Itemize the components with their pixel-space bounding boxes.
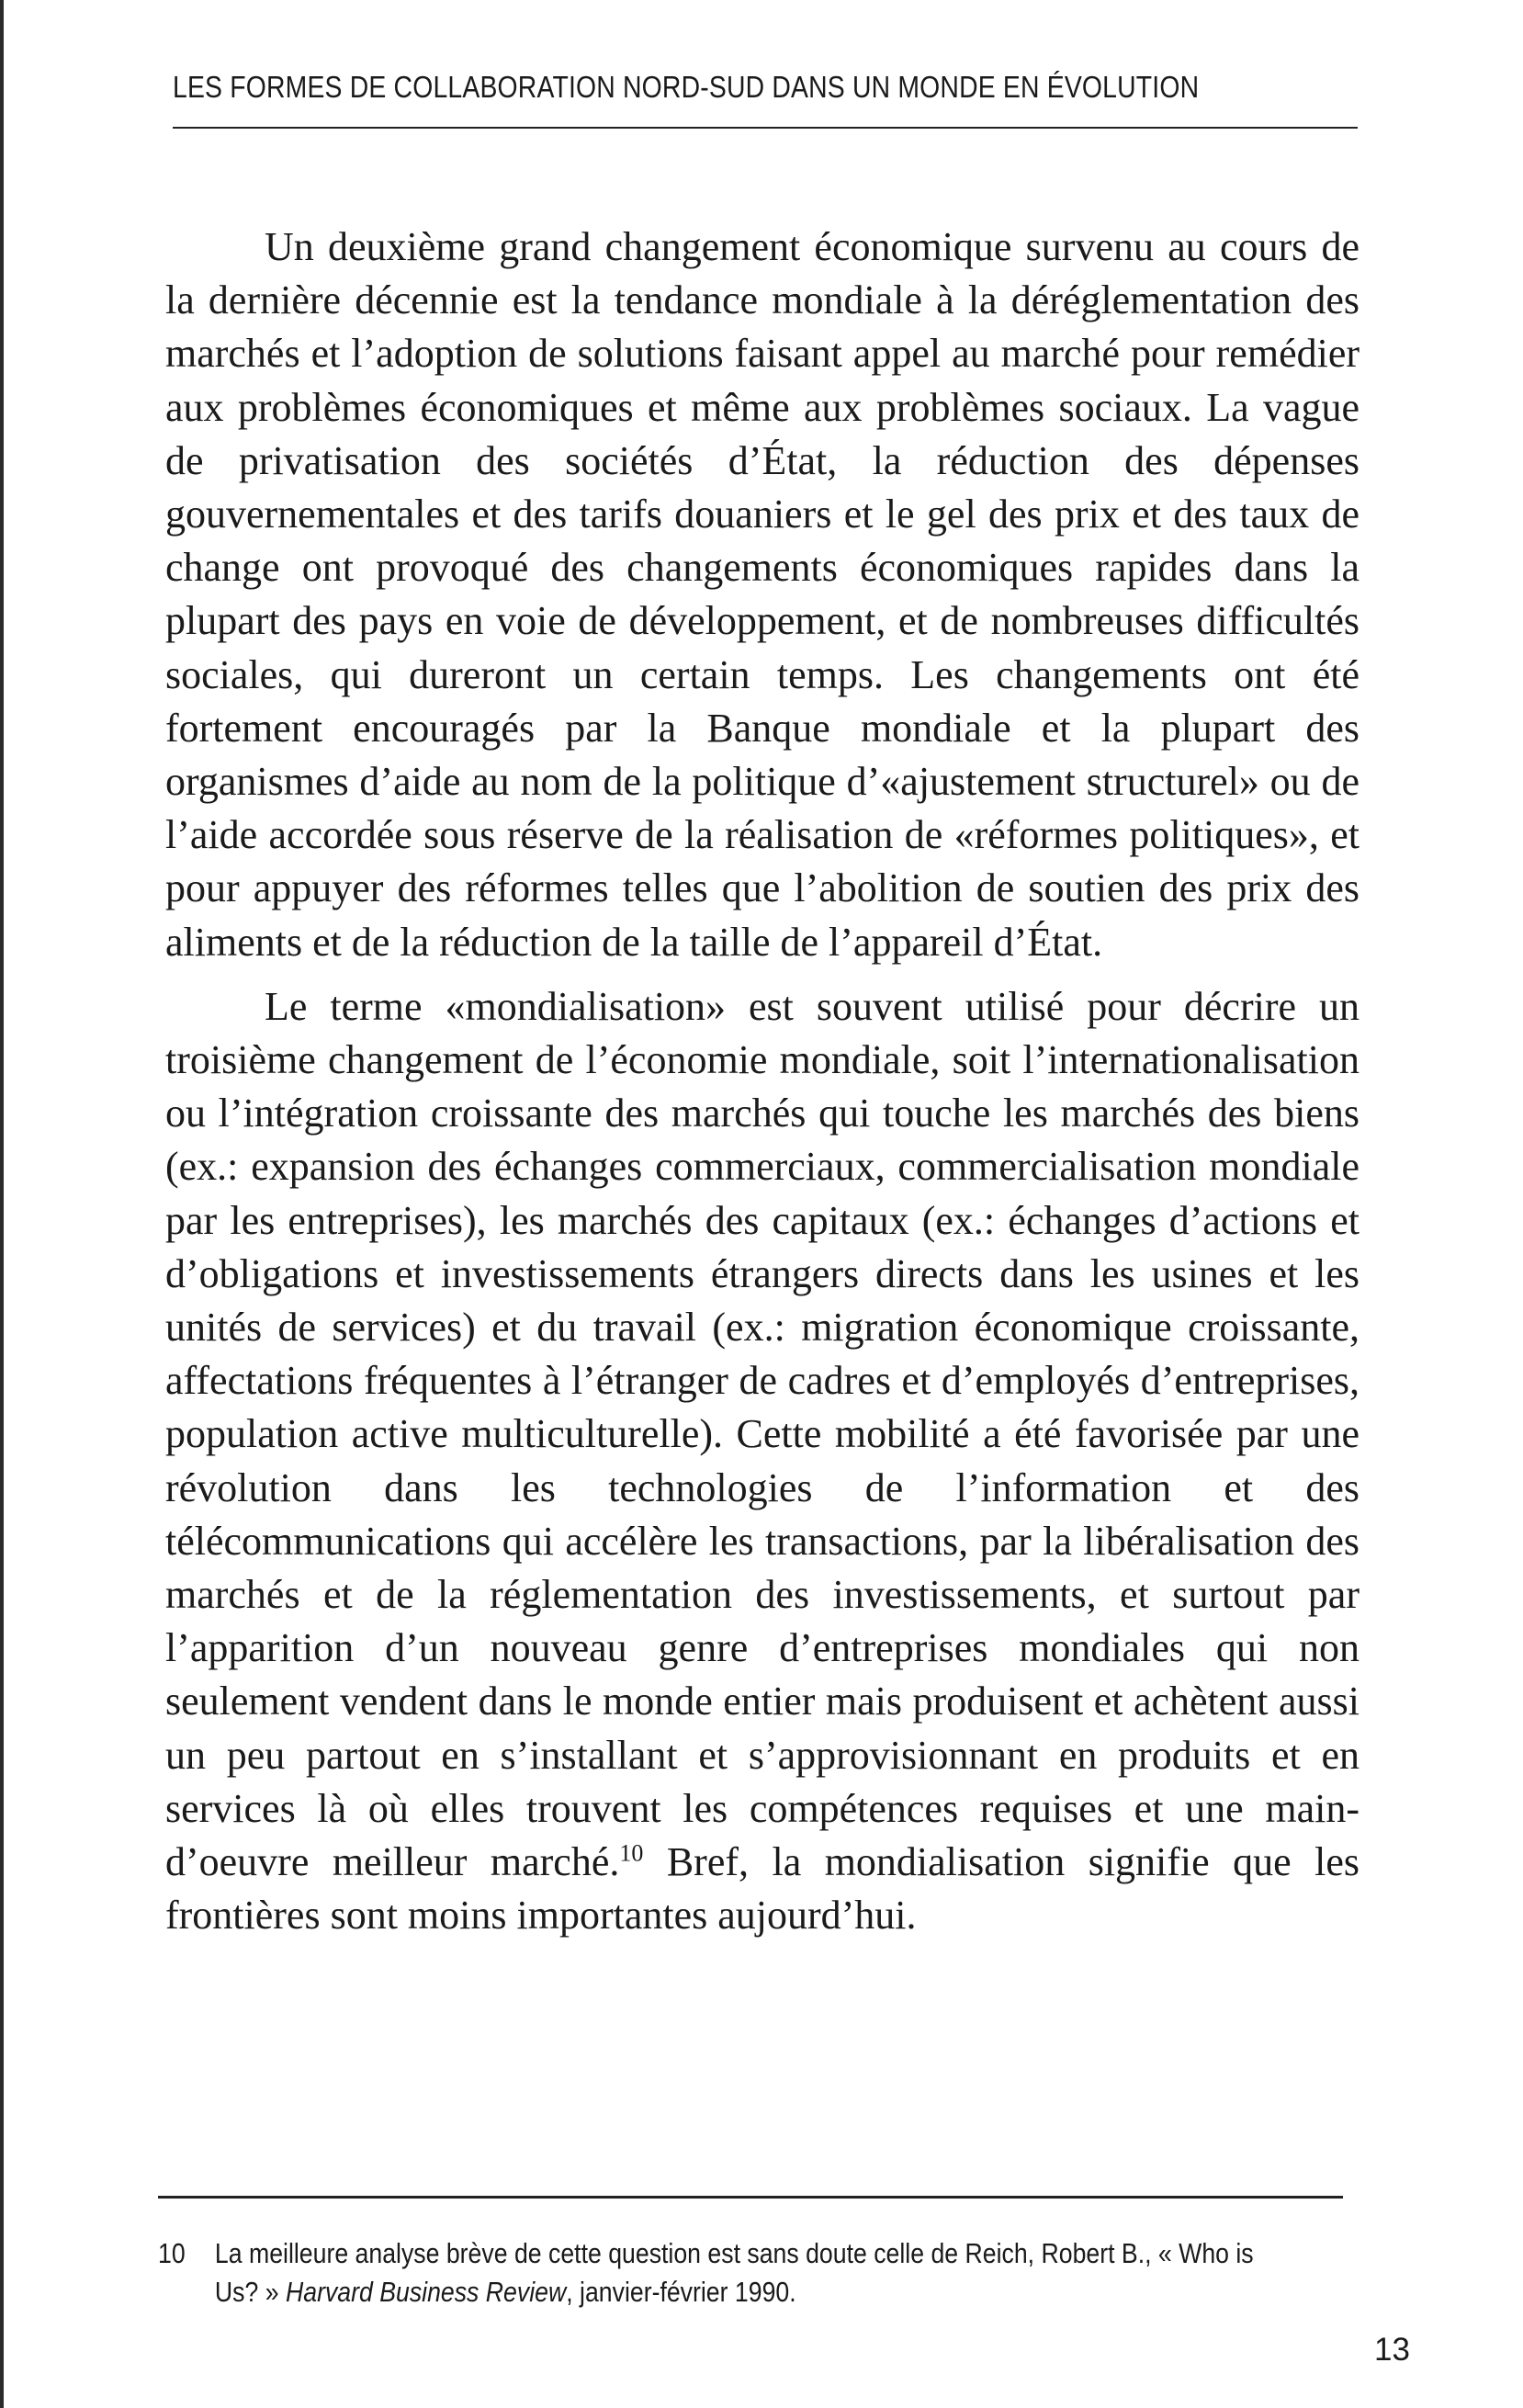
paragraph-2-end: Bref, la mondialisation signifie que les frontières sont moins importantes aujourd’hui. bbox=[165, 1839, 1360, 1939]
footnote-journal: Harvard Business Review bbox=[285, 2276, 567, 2308]
footnote-reference[interactable]: 10 bbox=[619, 1839, 644, 1867]
header-rule bbox=[173, 127, 1358, 129]
footnote bbox=[158, 2234, 1280, 2312]
paragraph-1: Un deuxième grand changement économique survenu au cours de la dernière décennie est la tendance mondiale à la déréglementation des marchés et l’adoption de solutions faisant appel au marché pour remédier aux problèmes économiques et même aux problèmes sociaux. La vague de privatisation des sociétés d’État, la réduction des dépenses gouvernementales et des tarifs douaniers et le gel des prix et des taux de change ont provoqué des changements économiques rapides dans la plupart des pays en voie de développement, et de nombreuses difficultés sociales, qui dureront un certain temps. Les changements ont été fortement encouragés par la Banque mondiale et la plupart des organismes d’aide au nom de la politique d’«ajustement structurel» ou de l’aide accordée sous réserve de la réalisation de «réformes politiques», et pour appuyer des réformes telles que l’abolition de soutien des prix des aliments et de la réduction de la taille de l’appareil d’État. bbox=[165, 224, 1359, 965]
footnote-date: , janvier-février 1990. bbox=[566, 2276, 796, 2308]
footnote-number: 10 bbox=[158, 2237, 186, 2269]
body-text bbox=[165, 220, 1359, 1943]
footnote-text bbox=[215, 2234, 1280, 2312]
footnote-citation: La meilleure analyse brève de cette question est sans doute celle de Reich, Robert B., « Who is Us? » bbox=[214, 2237, 1254, 2308]
paragraph-2-text: Le terme «mondialisation» est souvent utilisé pour décrire un troisième changement de l’économie mondiale, soit l’internationalisation ou l’intégration croissante des marchés qui touche les marchés des biens (ex.: expansion des échanges commerciaux, commercialisation mondiale par les entreprises), les marchés des capitaux (ex.: échanges d’actions et d’obligations et investissements étrangers directs dans les usines et les unités de services) et du travail (ex.: migration économique croissante, affectations fréquentes à l’étranger de cadres et d’employés d’entreprises, population active multiculturelle). Cette mobilité a été favorisée par une révolution dans les technologies de l’information et des télécommunications qui accélère les transactions, par la libéralisation des marchés et de la réglementation des investissements, et surtout par l’apparition d’un nouveau genre d’entreprises mondiales qui non seulement vendent dans le monde entier mais produisent et achètent aussi un peu partout en s’installant et s’approvisionnant en produits et en services là où elles trouvent les compétences requises et une main-d’oeuvre meilleur marché. bbox=[165, 983, 1359, 1885]
paragraph-2 bbox=[165, 980, 1359, 1943]
running-header: LES FORMES DE COLLABORATION NORD-SUD DANS UN MONDE EN ÉVOLUTION bbox=[173, 70, 1200, 104]
page-number: 13 bbox=[1374, 2332, 1410, 2368]
scan-edge bbox=[0, 0, 4, 2408]
footnote-rule bbox=[158, 2196, 1343, 2199]
